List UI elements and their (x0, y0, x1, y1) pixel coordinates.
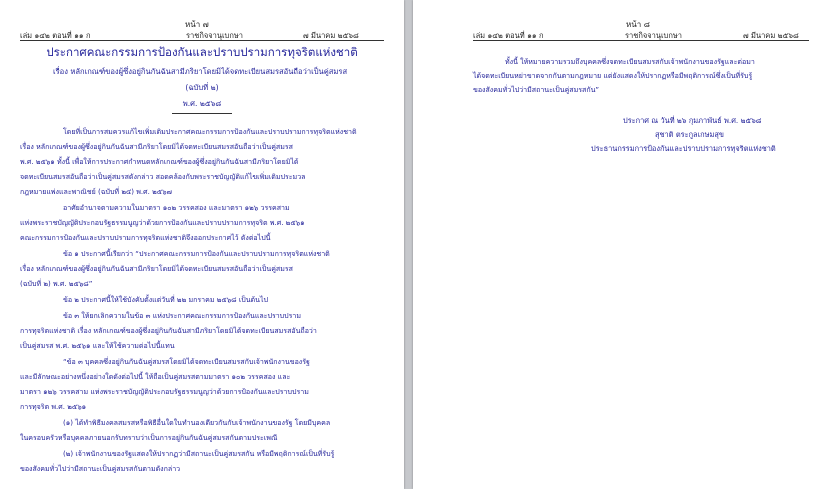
title-divider (172, 113, 232, 114)
body-line: เป็นคู่สมรส พ.ศ. ๒๕๖๑ และให้ใช้ความต่อไปนี้แทน (20, 341, 175, 350)
header-volume: เล่ม ๑๔๒ ตอนที่ ๑๑ ก (20, 31, 91, 40)
body-line: มาตรา ๑๒๖ วรรคสาม แห่งพระราชบัญญัติประกอบรัฐธรรมนูญว่าด้วยการป้องกันและปราบปราม (20, 387, 309, 396)
document-page-left (0, 0, 404, 489)
body-line: (๒) เจ้าพนักงานของรัฐแสดงให้ปรากฏว่ามีสถานะเป็นคู่สมรสกัน หรือมีพฤติการณ์เป็นที่รับรู้ (63, 449, 335, 458)
header-rule (20, 40, 384, 41)
announcement-date: ประกาศ ณ วันที่ ๒๖ กุมภาพันธ์ พ.ศ. ๒๕๖๘ (623, 116, 762, 125)
body-line: ข้อ ๑ ประกาศนี้เรียกว่า “ประกาศคณะกรรมการป้องกันและปราบปรามการทุจริตแห่งชาติ (63, 249, 330, 258)
body-line: ได้จดทะเบียนหย่าขาดจากกันตามกฎหมาย แต่ยังแสดงให้ปรากฏหรือมีพฤติการณ์ซึ่งเป็นที่รับรู้ (473, 71, 753, 80)
body-line: จดทะเบียนสมรสอันถือว่าเป็นคู่สมรสดังกล่าว สอดคล้องกับพระราชบัญญัติแก้ไขเพิ่มเติมประมวล (20, 172, 306, 181)
body-line: การทุจริต พ.ศ. ๒๕๖๑ (20, 402, 87, 411)
document-title: ประกาศคณะกรรมการป้องกันและปราบปรามการทุจริตแห่งชาติ (46, 45, 358, 59)
document-page-right (413, 0, 825, 489)
document-year: พ.ศ. ๒๕๖๘ (182, 99, 222, 108)
header-date: ๗ มีนาคม ๒๕๖๘ (303, 31, 359, 40)
header-date: ๗ มีนาคม ๒๕๖๘ (743, 31, 799, 40)
body-line: ในครอบครัวหรือบุคคลภายนอกรับทราบว่าเป็นการอยู่กินกันฉันคู่สมรสกันตามประเพณี (20, 433, 278, 442)
header-rule (473, 40, 809, 41)
body-line: (๑) ได้ทำพิธีมงคลสมรสหรือพิธีอื่นใดในทำนองเดียวกันกับเจ้าพนักงานของรัฐ โดยมีบุคคล (63, 418, 331, 427)
signatory-position: ประธานกรรมการป้องกันและปราบปรามการทุจริตแห่งชาติ (591, 144, 776, 153)
body-line: (ฉบับที่ ๒) พ.ศ. ๒๕๖๘” (20, 279, 93, 288)
body-line: ของสังคมทั่วไปว่ามีสถานะเป็นคู่สมรสกันตามดังกล่าว (20, 464, 181, 473)
body-line: และมีลักษณะอย่างหนึ่งอย่างใดดังต่อไปนี้ ให้ถือเป็นคู่สมรสตามมาตรา ๑๐๒ วรรคสอง และ (20, 372, 291, 381)
page-number: หน้า ๗ (185, 20, 209, 29)
body-line: “ข้อ ๓ บุคคลซึ่งอยู่กินกันฉันคู่สมรสโดยมิได้จดทะเบียนสมรสกับเจ้าพนักงานของรัฐ (63, 357, 310, 366)
body-line: ของสังคมทั่วไปว่ามีสถานะเป็นคู่สมรสกัน” (473, 85, 600, 94)
header-gazette: ราชกิจจานุเบกษา (625, 31, 683, 40)
signatory-name: สุชาติ ตระกูลเกษมสุข (655, 130, 724, 139)
body-line: โดยที่เป็นการสมควรแก้ไขเพิ่มเติมประกาศคณะกรรมการป้องกันและปราบปรามการทุจริตแห่งชาติ (63, 127, 357, 136)
body-line: การทุจริตแห่งชาติ เรื่อง หลักเกณฑ์ของผู้ซึ่งอยู่กินกันฉันสามีภริยาโดยมิได้จดทะเบียนสมรสอันถือว่า (20, 326, 317, 335)
body-line: ข้อ ๒ ประกาศนี้ให้ใช้บังคับตั้งแต่วันที่ ๒๒ มกราคม ๒๕๖๘ เป็นต้นไป (63, 295, 268, 304)
body-line: ข้อ ๓ ให้ยกเลิกความในข้อ ๓ แห่งประกาศคณะกรรมการป้องกันและปราบปราม (63, 311, 302, 320)
header-gazette: ราชกิจจานุเบกษา (186, 31, 244, 40)
body-line: คณะกรรมการป้องกันและปราบปรามการทุจริตแห่งชาติจึงออกประกาศไว้ ดังต่อไปนี้ (20, 233, 271, 242)
page-number: หน้า ๘ (626, 20, 650, 29)
body-line: อาศัยอำนาจตามความในมาตรา ๑๐๒ วรรคสอง และมาตรา ๑๒๖ วรรคสาม (63, 203, 290, 212)
body-line: พ.ศ. ๒๕๖๑ ทั้งนี้ เพื่อให้การประกาศกำหนดหลักเกณฑ์ของผู้ซึ่งอยู่กินกันฉันสามีภริยาโดยมิได้ (20, 157, 299, 166)
body-line: เรื่อง หลักเกณฑ์ของผู้ซึ่งอยู่กินกันฉันสามีภริยาโดยมิได้จดทะเบียนสมรสอันถือว่าเป็นคู่สมรส (20, 264, 293, 273)
document-subject: เรื่อง หลักเกณฑ์ของผู้ซึ่งอยู่กินกันฉันสามีภริยาโดยมิได้จดทะเบียนสมรสอันถือว่าเป็นคู่สมรส (53, 67, 348, 76)
body-line: แห่งพระราชบัญญัติประกอบรัฐธรรมนูญว่าด้วยการป้องกันและปราบปรามการทุจริต พ.ศ. ๒๕๖๑ (20, 218, 305, 227)
body-line: ทั้งนี้ ให้หมายความรวมถึงบุคคลซึ่งจดทะเบียนสมรสกับเจ้าพนักงานของรัฐและต่อมา (505, 57, 755, 66)
body-line: เรื่อง หลักเกณฑ์ของผู้ซึ่งอยู่กินกันฉันสามีภริยาโดยมิได้จดทะเบียนสมรสอันถือว่าเป็นคู่สมรส (20, 142, 293, 151)
header-volume: เล่ม ๑๔๒ ตอนที่ ๑๑ ก (473, 31, 544, 40)
body-line: กฎหมายแพ่งและพาณิชย์ (ฉบับที่ ๒๔) พ.ศ. ๒๕๖๗ (20, 187, 172, 196)
document-edition: (ฉบับที่ ๒) (185, 83, 219, 92)
